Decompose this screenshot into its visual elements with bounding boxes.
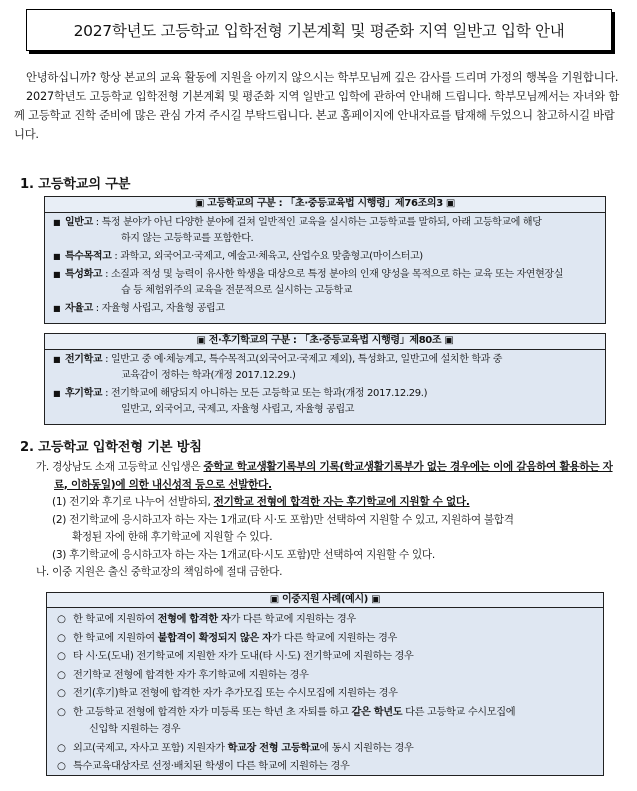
case-text: 타 시·도(도내) 전기학교에 지원한 자가 도내(타 시·도) 전기학교에 지원하는 경우 [73,651,414,663]
list-item [53,386,597,418]
early-late-school-box [44,333,606,425]
list-item [53,249,597,265]
list-item [57,611,595,628]
case-emphasis: 불합격이 확정되지 않은 자 [157,632,272,644]
separator: : [102,354,111,365]
list-item [53,352,597,384]
policy-ga-emphasis: 중학교 학교생활기록부의 기록(학교생활기록부가 없는 경우에는 이에 갈음하여 활용하는 자료, 이하동일)에 의한 내신성적 등으로 선발한다. [54,461,613,491]
item-continuation: 일반고, 외국어고, 국제고, 자율형 사립고, 자율형 공립고 [121,404,355,415]
case-text-tail: 에 동시 지원하는 경우 [319,742,414,754]
term-special-purpose: 특수목적고 [65,251,112,262]
case-text-tail: 가 다른 학교에 지원하는 경우 [271,632,398,644]
double-application-box [46,592,604,776]
policy-ga [36,459,626,494]
early-late-box-header: ▣ 전·후기학교의 구분 : 「초·중등교육법 시행령」제80조 ▣ [45,334,605,350]
list-item [57,630,595,647]
policy-na: 나. 이중 지원은 출신 중학교장의 책임하에 절대 금한다. [36,566,283,578]
item-continuation: 습 등 체험위주의 교육을 전문적으로 실시하는 고등학교 [121,285,353,296]
case-text: 한 학교에 지원하여 [73,614,158,625]
case-emphasis: 같은 학년도 [351,706,403,718]
list-item [57,740,595,757]
section-1-heading: 1. 고등학교의 구분 [20,177,131,192]
case-text-tail: 가 다른 학교에 지원하는 경우 [230,614,356,625]
item-text: 소질과 적성 및 능력이 유사한 학생을 대상으로 특정 분야의 인재 양성을 목적으로 하는 교육 또는 자연현장실 [110,269,564,280]
policy-item-1 [36,494,626,512]
case-continuation: 신입학 지원하는 경우 [89,723,181,735]
term-late-school: 후기학교 [65,388,103,399]
case-text: 특수교육대상자로 선정·배치된 학생이 다른 학교에 지원하는 경우 [73,761,350,773]
item-continuation: 교육감이 정하는 학과(개정 2017.12.29.) [121,370,296,381]
case-text-tail: 다른 고등학교 수시모집에 [402,706,516,718]
separator: : [92,217,102,228]
case-text: 한 학교에 지원하여 [73,632,158,644]
list-item [57,648,595,665]
separator: : [102,388,111,399]
school-types-box [44,196,606,324]
list-item [57,685,595,702]
policy-item-3: (3) 후기학교에 응시하고자 하는 자는 1개교(타·시도 포함)만 선택하여 지원할 수 있다. [52,548,435,561]
term-specialized: 특성화고 [65,269,103,280]
double-application-box-header: ▣ 이중지원 사례(예시) ▣ [47,593,603,608]
separator: : [92,303,102,314]
case-text: 전기(후기)학교 전형에 합격한 자가 추가모집 또는 수시모집에 지원하는 경우 [73,688,398,700]
list-item [53,267,597,299]
intro-paragraph-1: 안녕하십니까? 항상 본교의 교육 활동에 지원을 아끼지 않으시는 학부모님께 깊은 감사를 드리며 가정의 행복을 기원합니다. [26,71,619,84]
case-text: 전기학교 전형에 합격한 자가 후기학교에 지원하는 경우 [73,669,309,681]
list-item [53,301,597,317]
list-item [53,215,597,247]
list-item [57,667,595,684]
case-text: 외고(국제고, 자사고 포함) 지원자가 [73,742,228,754]
policy-item-2: (2) 전기학교에 응시하고자 하는 자는 1개교(타 시·도 포함)만 선택하여 지원할 수 있고, 지원하여 불합격 [52,513,514,526]
item-text: 과학고, 외국어고·국제고, 예술고·체육고, 산업수요 맞춤형고(마이스터고) [120,251,423,262]
intro-text [14,68,622,144]
section-2-heading: 2. 고등학교 입학전형 기본 방침 [20,440,202,455]
item-continuation: 하지 않는 고등학교를 포함한다. [121,233,254,244]
policy-ga-text: 가. 경상남도 소재 고등학교 신입생은 [36,461,204,473]
case-emphasis: 전형에 합격한 자 [157,614,231,625]
school-types-box-header: ▣ 고등학교의 구분 : 「초·중등교육법 시행령」제76조의3 ▣ [45,197,605,213]
intro-paragraph-2: 2027학년도 고등학교 입학전형 기본계획 및 평준화 지역 일반고 입학에 관하여 안내해 드립니다. 학부모님께서는 자녀와 함께 고등학교 진학 준비에 많은 관심 가져 주시길 부탁드립니다. 본교 홈페이지에 안내자료를 탑재해 두었으니 참고하시길 바랍니다. [14,90,620,141]
case-text: 한 고등학교 전형에 합격한 자가 미등록 또는 학년 초 자퇴를 하고 [73,706,352,718]
policy-item-1-emphasis: 전기학교 전형에 합격한 자는 후기학교에 지원할 수 없다. [213,496,470,508]
list-item [57,704,595,738]
term-early-school: 전기학교 [65,354,103,365]
separator: : [111,251,121,262]
term-autonomous: 자율고 [65,303,93,314]
document-title: 2027학년도 고등학교 입학전형 기본계획 및 평준화 지역 일반고 입학 안내 [73,22,565,40]
separator: : [102,269,111,280]
item-text: 특정 분야가 아닌 다양한 분야에 걸쳐 일반적인 교육을 실시하는 고등학교를 말하되, 아래 고등학교에 해당 [101,217,542,228]
document-title-box [26,9,612,51]
case-emphasis: 학교장 전형 고등학교 [227,742,320,754]
section-2-body [36,459,626,582]
term-general: 일반고 [65,217,93,228]
policy-item-1-text: (1) 전기와 후기로 나누어 선발하되, [52,496,214,508]
list-item [57,758,595,775]
item-text: 전기학교에 해당되지 아니하는 모든 고등학교 또는 학과(개정 2017.12.29.) [110,388,428,399]
policy-item-2-cont: 확정된 자에 한해 후기학교에 지원할 수 있다. [72,531,273,543]
item-text: 자율형 사립고, 자율형 공립고 [101,303,225,314]
item-text: 일반고 중 예·체능계고, 특수목적고(외국어고·국제고 제외), 특성화고, 일반고에 설치한 학과 중 [110,354,503,365]
